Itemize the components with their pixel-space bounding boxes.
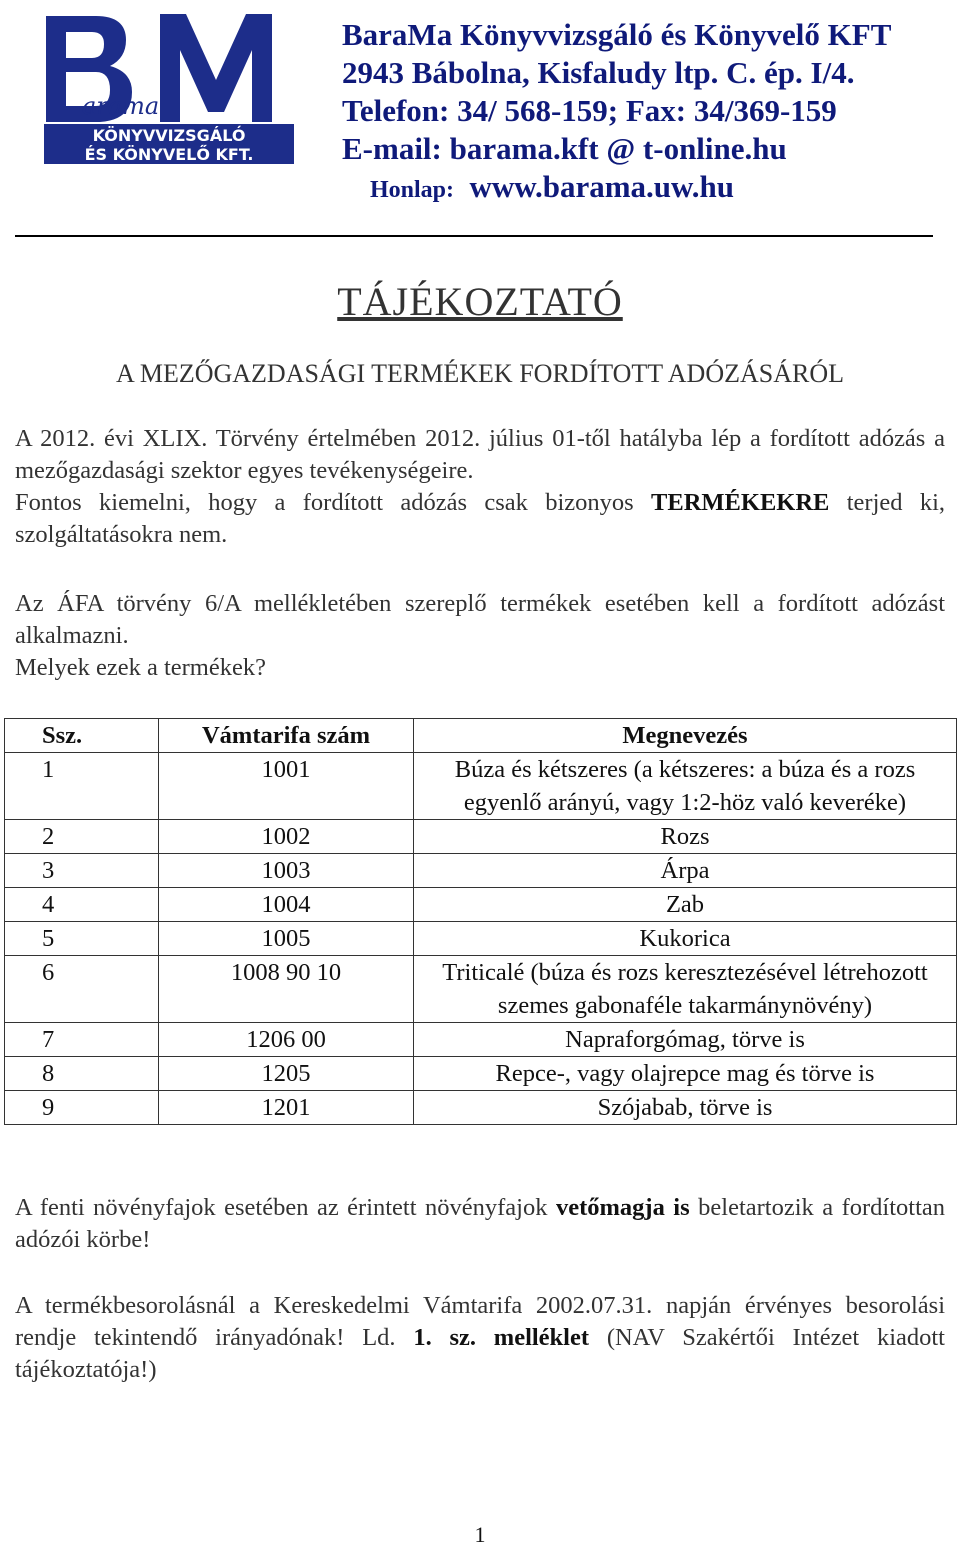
seed-bold: vetőmagja is: [555, 1194, 690, 1221]
cell-ssz: 1: [5, 753, 159, 820]
classification-before: A termékbesorolásnál a Kereskedelmi Vámtarifa 2002.07.31. napján érvényes besorolási rendje tekintendő irányadónak! Ld.: [15, 1292, 945, 1351]
page-number: 1: [474, 1522, 486, 1547]
cell-code: 1008 90 10: [159, 956, 414, 1023]
intro-p2-after: terjed ki, szolgáltatásokra nem.: [15, 489, 946, 548]
intro-p2-before: Fontos kiemelni, hogy a fordított adózás csak bizonyos: [15, 489, 634, 516]
annex-reference: 1. sz. melléklet: [413, 1324, 590, 1351]
document-subtitle: A MEZŐGAZDASÁGI TERMÉKEK FORDÍTOTT ADÓZÁSÁRÓL: [115, 359, 844, 388]
seed-before: A fenti növényfajok esetében az érintett növényfajok: [15, 1194, 548, 1221]
intro-p2-bold: TERMÉKEKRE: [651, 489, 830, 516]
cell-ssz: 5: [5, 922, 159, 956]
table-row: [5, 922, 957, 956]
cell-ssz: 2: [5, 820, 159, 854]
table-row: [5, 1091, 957, 1125]
table-row: [5, 820, 957, 854]
cell-name: Árpa: [414, 854, 957, 888]
intro-paragraph: [15, 423, 945, 551]
table-row: [5, 956, 957, 1023]
company-name: BaraMa Könyvvizsgáló és Könyvelő KFT: [342, 17, 892, 52]
cell-code: 1003: [159, 854, 414, 888]
document-title: TÁJÉKOZTATÓ: [337, 279, 623, 324]
law-paragraph: [15, 588, 945, 684]
cell-code: 1002: [159, 820, 414, 854]
products-question: Melyek ezek a termékek?: [15, 654, 266, 681]
cell-ssz: 3: [5, 854, 159, 888]
classification-paragraph: [15, 1290, 945, 1386]
homepage-label: Honlap:: [370, 177, 455, 203]
company-homepage: [342, 168, 942, 209]
cell-code: 1001: [159, 753, 414, 820]
seed-paragraph: [15, 1192, 945, 1256]
table-row: [5, 854, 957, 888]
cell-ssz: 4: [5, 888, 159, 922]
products-table: [4, 718, 957, 1125]
company-logo: [40, 10, 298, 166]
table-row: [5, 1023, 957, 1057]
cell-code: 1205: [159, 1057, 414, 1091]
cell-ssz: 8: [5, 1057, 159, 1091]
header-name: Megnevezés: [414, 719, 957, 753]
logo-line2: ÉS KÖNYVELŐ KFT.: [84, 145, 254, 164]
classification-after: (NAV Szakértői Intézet kiadott tájékoztatója!): [15, 1324, 945, 1383]
company-email: E-mail: barama.kft @ t-online.hu: [342, 131, 787, 166]
cell-code: 1005: [159, 922, 414, 956]
company-address: 2943 Bábolna, Kisfaludy ltp. C. ép. I/4.: [342, 55, 855, 90]
cell-name: Triticalé (búza és rozs keresztezésével létrehozott szemes gabonaféle takarmánynövény): [414, 956, 957, 1023]
table-row: [5, 888, 957, 922]
logo-script-text: arama: [82, 92, 160, 120]
cell-name: Repce-, vagy olajrepce mag és törve is: [414, 1057, 957, 1091]
logo-line1: KÖNYVVIZSGÁLÓ: [92, 126, 246, 145]
cell-name: Napraforgómag, törve is: [414, 1023, 957, 1057]
cell-ssz: 9: [5, 1091, 159, 1125]
cell-name: Búza és kétszeres (a kétszeres: a búza és a rozs egyenlő arányú, vagy 1:2-höz való keveréke): [414, 753, 957, 820]
cell-name: Zab: [414, 888, 957, 922]
cell-name: Szójabab, törve is: [414, 1091, 957, 1125]
cell-code: 1201: [159, 1091, 414, 1125]
table-header-row: [5, 719, 957, 753]
homepage-link[interactable]: www.barama.uw.hu: [469, 169, 734, 204]
cell-code: 1206 00: [159, 1023, 414, 1057]
table-row: [5, 753, 957, 820]
cell-ssz: 6: [5, 956, 159, 1023]
header-code: Vámtarifa szám: [159, 719, 414, 753]
header-ssz: Ssz.: [5, 719, 159, 753]
cell-ssz: 7: [5, 1023, 159, 1057]
seed-after: beletartozik a fordítottan adózói körbe!: [15, 1194, 946, 1253]
cell-name: Kukorica: [414, 922, 957, 956]
header-divider: [15, 235, 933, 237]
company-header: [342, 16, 942, 209]
intro-text: A 2012. évi XLIX. Törvény értelmében 2012. július 01-től hatályba lép a fordított adózás a mezőgazdasági szektor egyes tevékenységeire.: [15, 425, 945, 484]
company-phone: Telefon: 34/ 568-159; Fax: 34/369-159: [342, 93, 837, 128]
cell-name: Rozs: [414, 820, 957, 854]
table-row: [5, 1057, 957, 1091]
logo-graphic: [40, 10, 298, 166]
law-text: Az ÁFA törvény 6/A mellékletében szereplő termékek esetében kell a fordított adózást alkalmazni.: [15, 590, 945, 649]
cell-code: 1004: [159, 888, 414, 922]
